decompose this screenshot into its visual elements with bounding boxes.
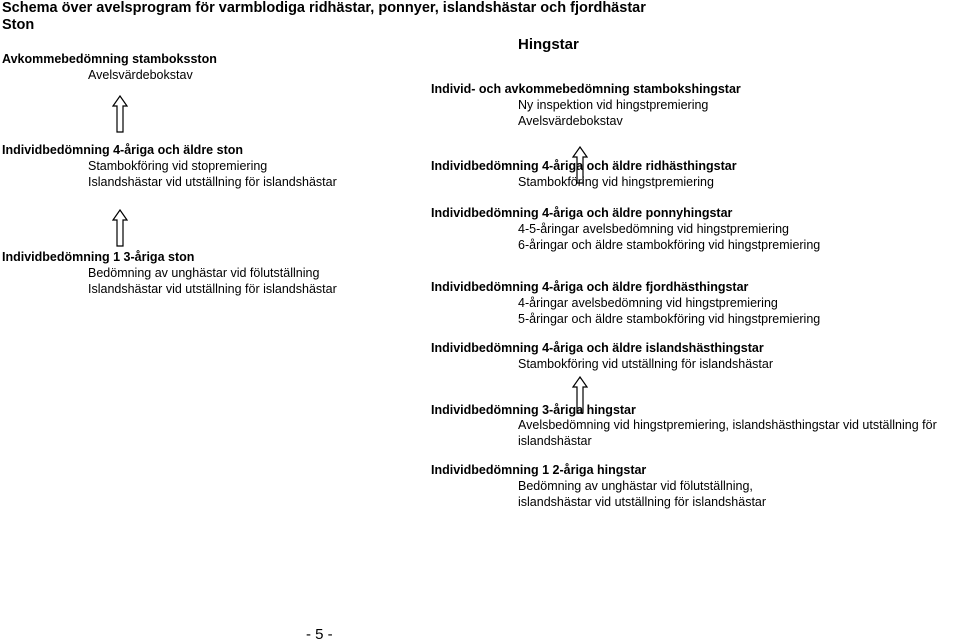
stallions-block7-heading: Individbedömning 1 2-åriga hingstar (431, 463, 647, 477)
stallions-block4-line2: 5-åringar och äldre stambokföring vid hingstpremiering (518, 312, 821, 326)
stallions-block3-line1: 4-5-åringar avelsbedömning vid hingstpremiering (518, 222, 789, 236)
stallions-heading: Hingstar (518, 36, 579, 53)
stallions-block7-line2: islandshästar vid utställning för islandshästar (518, 495, 767, 509)
mares-block1-heading: Avkommebedömning stamboksston (2, 52, 217, 66)
mares-block3-line1: Bedömning av unghästar vid fölutställning (88, 266, 320, 280)
stallions-block6-heading: Individbedömning 3-åriga hingstar (431, 403, 636, 417)
mares-block2-line1: Stambokföring vid stopremiering (88, 159, 268, 173)
stallions-block1-heading: Individ- och avkommebedömning stambokshingstar (431, 82, 741, 96)
mares-block2-heading: Individbedömning 4-åriga och äldre ston (2, 143, 243, 157)
stallions-block6-line2: islandshästar (518, 434, 592, 448)
stallions-block3-heading: Individbedömning 4-åriga och äldre ponnyhingstar (431, 206, 733, 220)
mares-block2-line2: Islandshästar vid utställning för islandshästar (88, 175, 337, 189)
stallions-block5-line1: Stambokföring vid utställning för islandshästar (518, 357, 773, 371)
stallions-block1-line2: Avelsvärdebokstav (518, 114, 623, 128)
stallions-block5-heading: Individbedömning 4-åriga och äldre islandshästhingstar (431, 341, 764, 355)
stallions-block3-line2: 6-åringar och äldre stambokföring vid hingstpremiering (518, 238, 821, 252)
up-arrow-icon (112, 209, 128, 247)
mares-block1-line: Avelsvärdebokstav (88, 68, 193, 82)
page-number: - 5 - (306, 626, 333, 643)
stallions-block2-line1: Stambokföring vid hingstpremiering (518, 175, 714, 189)
mares-block3-line2: Islandshästar vid utställning för islandshästar (88, 282, 337, 296)
up-arrow-icon (112, 95, 128, 133)
stallions-block4-line1: 4-åringar avelsbedömning vid hingstpremiering (518, 296, 778, 310)
document-title: Schema över avelsprogram för varmblodiga ridhästar, ponnyer, islandshästar och fjordhästar (2, 0, 646, 16)
section-title-mares: Ston (2, 17, 35, 33)
stallions-block4-heading: Individbedömning 4-åriga och äldre fjordhästhingstar (431, 280, 749, 294)
stallions-block2-heading: Individbedömning 4-åriga och äldre ridhästhingstar (431, 159, 737, 173)
stallions-block7-line1: Bedömning av unghästar vid fölutställning, (518, 479, 753, 493)
stallions-block1-line1: Ny inspektion vid hingstpremiering (518, 98, 709, 112)
mares-block3-heading: Individbedömning 1 3-åriga ston (2, 250, 195, 264)
stallions-block6-line1: Avelsbedömning vid hingstpremiering, islandshästhingstar vid utställning för (518, 418, 937, 432)
